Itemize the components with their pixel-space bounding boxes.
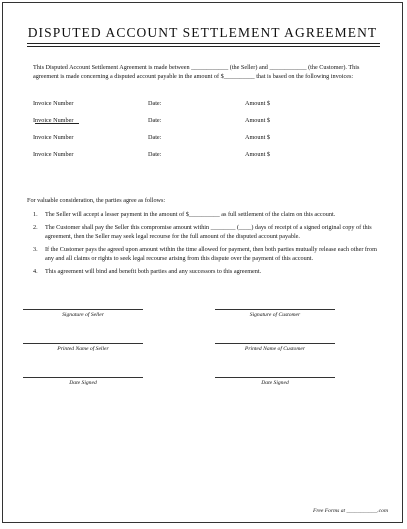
date-label: Date: — [148, 100, 162, 107]
list-item — [33, 211, 381, 219]
date-signed-customer-label: Date Signed — [261, 380, 289, 386]
printed-name-seller-label: Printed Name of Seller — [57, 346, 109, 352]
date-label: Date: — [148, 117, 162, 124]
title-rule-top — [27, 43, 380, 44]
date-signed-customer — [215, 377, 335, 386]
signature-customer — [215, 309, 335, 318]
signature-customer-label: Signature of Customer — [249, 312, 301, 318]
invoice-number-label: Invoice Number — [33, 151, 74, 158]
terms-list — [33, 211, 381, 281]
invoice-number-label: Invoice Number — [33, 100, 74, 107]
invoice-number-label: Invoice Number — [33, 134, 74, 141]
item-number: 1. — [33, 211, 38, 218]
list-item — [33, 268, 381, 276]
item-number: 4. — [33, 268, 38, 276]
footer-credit: Free Forms at ___________.com — [313, 508, 388, 514]
date-label: Date: — [148, 151, 162, 158]
amount-label: Amount $ — [245, 134, 270, 141]
document-page — [2, 2, 403, 523]
amount-label: Amount $ — [245, 100, 270, 107]
item-text: The Customer shall pay the Seller this compromise amount within ________ (____) days of receipt of a signed original copy of this agreement, then the Seller may seek legal recourse for the full amount of the disputed account payable. — [45, 224, 372, 240]
amount-label: Amount $ — [245, 151, 270, 158]
item-number: 2. — [33, 224, 38, 232]
amount-label: Amount $ — [245, 117, 270, 124]
date-signed-seller-label: Date Signed — [69, 380, 97, 386]
item-text: The Seller will accept a lesser payment in the amount of $__________ as full settlement of the claim on this account. — [45, 211, 336, 218]
title-rule-bottom — [27, 46, 380, 47]
intro-paragraph: This Disputed Account Settlement Agreement is made between ____________ (the Seller) and ____________ (the Customer). This agreement is made concerning a disputed account payable in the amount of $__________ that is based on the following invoices: — [33, 64, 360, 80]
printed-name-customer — [215, 343, 335, 352]
signature-seller — [23, 309, 143, 318]
printed-name-seller — [23, 343, 143, 352]
invoice-number-blank — [35, 117, 79, 124]
document-title: DISPUTED ACCOUNT SETTLEMENT AGREEMENT — [27, 25, 378, 40]
item-text: If the Customer pays the agreed upon amount within the time allowed for payment, then both parties mutually release each other from any and all claims or rights to seek legal recourse arising from this dispute over the payment of this account. — [45, 246, 377, 262]
date-label: Date: — [148, 134, 162, 141]
invoice-number-label: Invoice Number — [33, 117, 74, 124]
printed-name-customer-label: Printed Name of Customer — [244, 346, 306, 352]
signature-seller-label: Signature of Seller — [62, 312, 104, 318]
item-number: 3. — [33, 246, 38, 254]
item-text: This agreement will bind and benefit both parties and any successors to this agreement. — [45, 268, 262, 276]
date-signed-seller — [23, 377, 143, 386]
list-item — [33, 224, 381, 241]
terms-lead: For valuable consideration, the parties agree as follows: — [27, 197, 166, 204]
list-item — [33, 246, 381, 263]
